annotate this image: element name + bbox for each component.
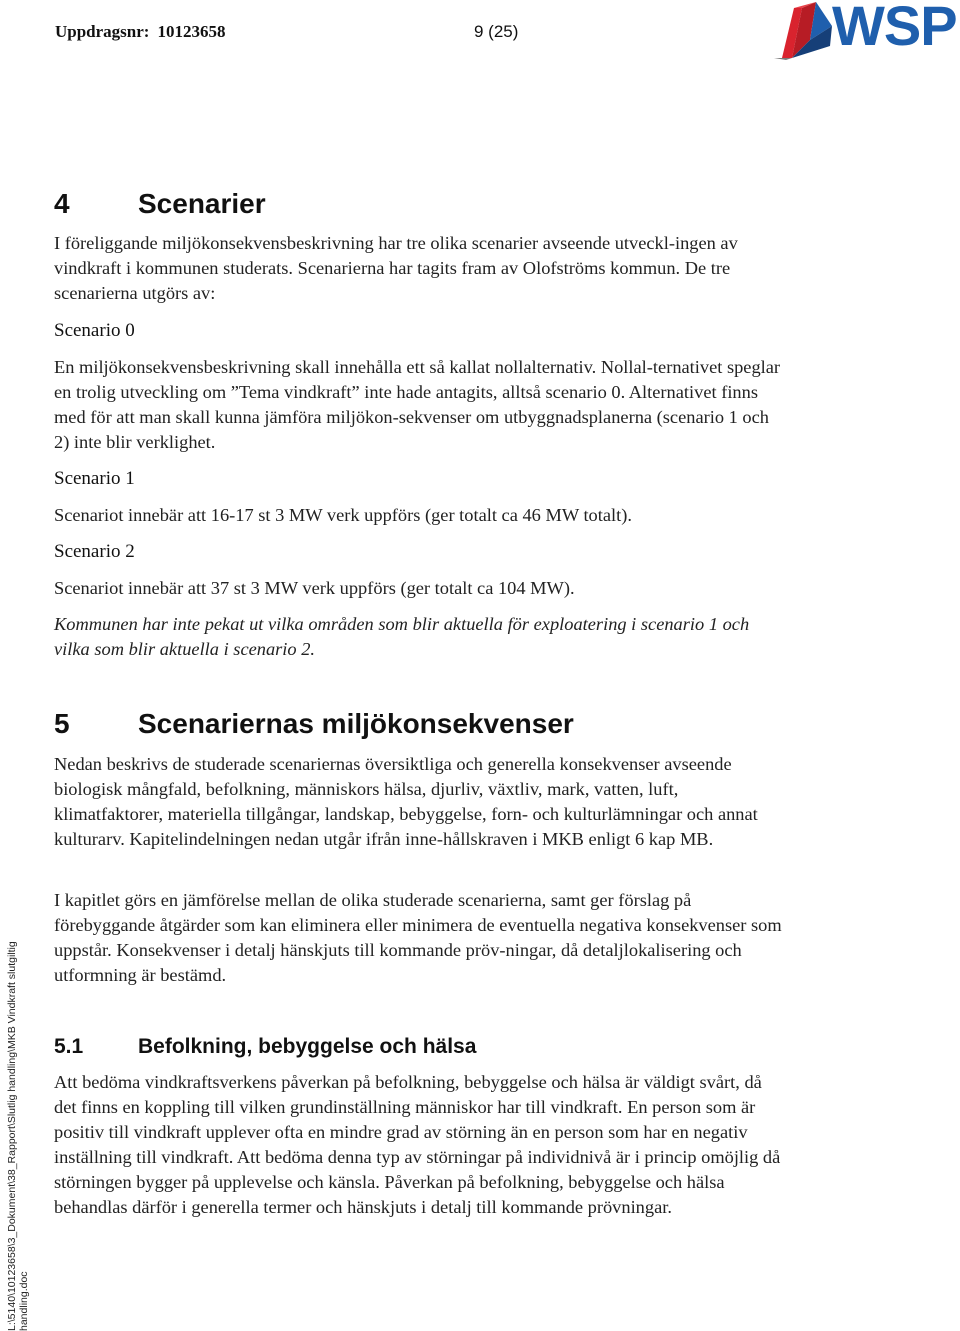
section-5: [54, 706, 784, 742]
section-4-intro: I föreliggande miljökonsekvensbeskrivning har tre olika scenarier avseende utveckl-ingen av vindkraft i kommunen studerats. Scenarierna har tagits fram av Olofströms kommun. De tre scenarierna utgörs av:: [54, 233, 738, 303]
section-5-heading: [54, 706, 784, 742]
scenario-0-block: [54, 318, 784, 344]
section-5-para2-block: [54, 888, 784, 988]
file-path-text: L:\5140\10123658\3_Dokument\38_Rapport\Slutlig handling\MKB Vindkraft slutgiltig handling.doc: [6, 941, 30, 1331]
section-number: 5.1: [54, 1035, 84, 1058]
assignment-number-header: [55, 22, 225, 42]
scenario-2-text-block: [54, 576, 784, 601]
section-5-para1: Nedan beskrivs de studerade scenariernas översiktliga och generella konsekvenser avseende biologisk mångfald, befolkning, människors hälsa, djurliv, växtliv, mark, vatten, luft, klimatfaktorer, materiella tillgångar, landskap, bebyggelse, forn- och kulturlämningar och annat kulturarv. Kapitelindelningen nedan utgår ifrån inne-hållskraven i MKB enligt 6 kap MB.: [54, 754, 758, 849]
scenario-note: Kommunen har inte pekat ut vilka områden som blir aktuella för exploatering i scenario 1 och vilka som blir aktuella i scenario 2.: [54, 614, 750, 659]
section-4-heading: [54, 186, 784, 222]
section-title: Befolkning, bebyggelse och hälsa: [138, 1035, 477, 1058]
wsp-logo-text: WSP: [832, 0, 957, 57]
section-5-1-para-block: [54, 1070, 784, 1220]
section-title: Scenarier: [138, 188, 266, 219]
section-5-para2: I kapitlet görs en jämförelse mellan de olika studerade scenarierna, samt ger förslag på förebyggande åtgärder som kan eliminera eller minimera de eventuella negativa konsekvenser som uppstår. Konsekvenser i detalj hänskjuts till kommande pröv-ningar, då detaljlokalisering och utformning är bestämd.: [54, 890, 782, 985]
section-5-1-heading: [54, 1032, 784, 1062]
assignment-number: 10123658: [157, 22, 226, 41]
file-path-footer: [4, 911, 30, 1331]
scenario-2-block: [54, 539, 784, 565]
scenario-1-text-block: [54, 503, 784, 528]
scenario-2-heading: Scenario 2: [54, 541, 135, 562]
assignment-label: Uppdragsnr:: [55, 22, 150, 41]
scenario-note-block: [54, 612, 784, 662]
scenario-1-text: Scenariot innebär att 16-17 st 3 MW verk uppförs (ger totalt ca 46 MW totalt).: [54, 505, 632, 525]
section-number: 4: [54, 188, 70, 219]
page-indicator: 9 (25): [474, 22, 519, 41]
scenario-0-text-block: [54, 355, 784, 455]
scenario-0-text: En miljökonsekvensbeskrivning skall innehålla ett så kallat nollalternativ. Nollal-ternativet speglar en trolig utveckling om ”Tema vindkraft” inte hade antagits, alltså scenario 0. Alternativet finns med för att man skall kunna jämföra miljökon-sekvenser om utbyggnadsplanerna (scenario 1 och 2) inte blir verklighet.: [54, 357, 781, 452]
scenario-2-text: Scenariot innebär att 37 st 3 MW verk uppförs (ger totalt ca 104 MW).: [54, 578, 575, 598]
section-4-intro-block: [54, 231, 784, 306]
section-4: [54, 186, 784, 222]
scenario-1-block: [54, 466, 784, 492]
wsp-logo: [772, 0, 960, 62]
section-title: Scenariernas miljökonsekvenser: [138, 708, 574, 739]
scenario-0-heading: Scenario 0: [54, 320, 135, 341]
section-5-1-para: Att bedöma vindkraftsverkens påverkan på befolkning, bebyggelse och hälsa är väldigt svårt, då det finns en koppling till vilken grundinställning människor har till vindkraft. En person som är positiv till vindkraft upplever ofta en mindre grad av störning än en person som har en negativ inställning till vindkraft. Att bedöma denna typ av störningar på individnivå är i princip omöjlig då störningen bygger på upplevelse och känsla. Påverkan på befolkning, bebyggelse och hälsa behandlas därför i generella termer och hänskjuts i detalj till kommande prövningar.: [54, 1072, 781, 1217]
section-5-para1-block: [54, 752, 784, 852]
section-number: 5: [54, 708, 70, 739]
section-5-1: [54, 1032, 784, 1062]
scenario-1-heading: Scenario 1: [54, 468, 135, 489]
